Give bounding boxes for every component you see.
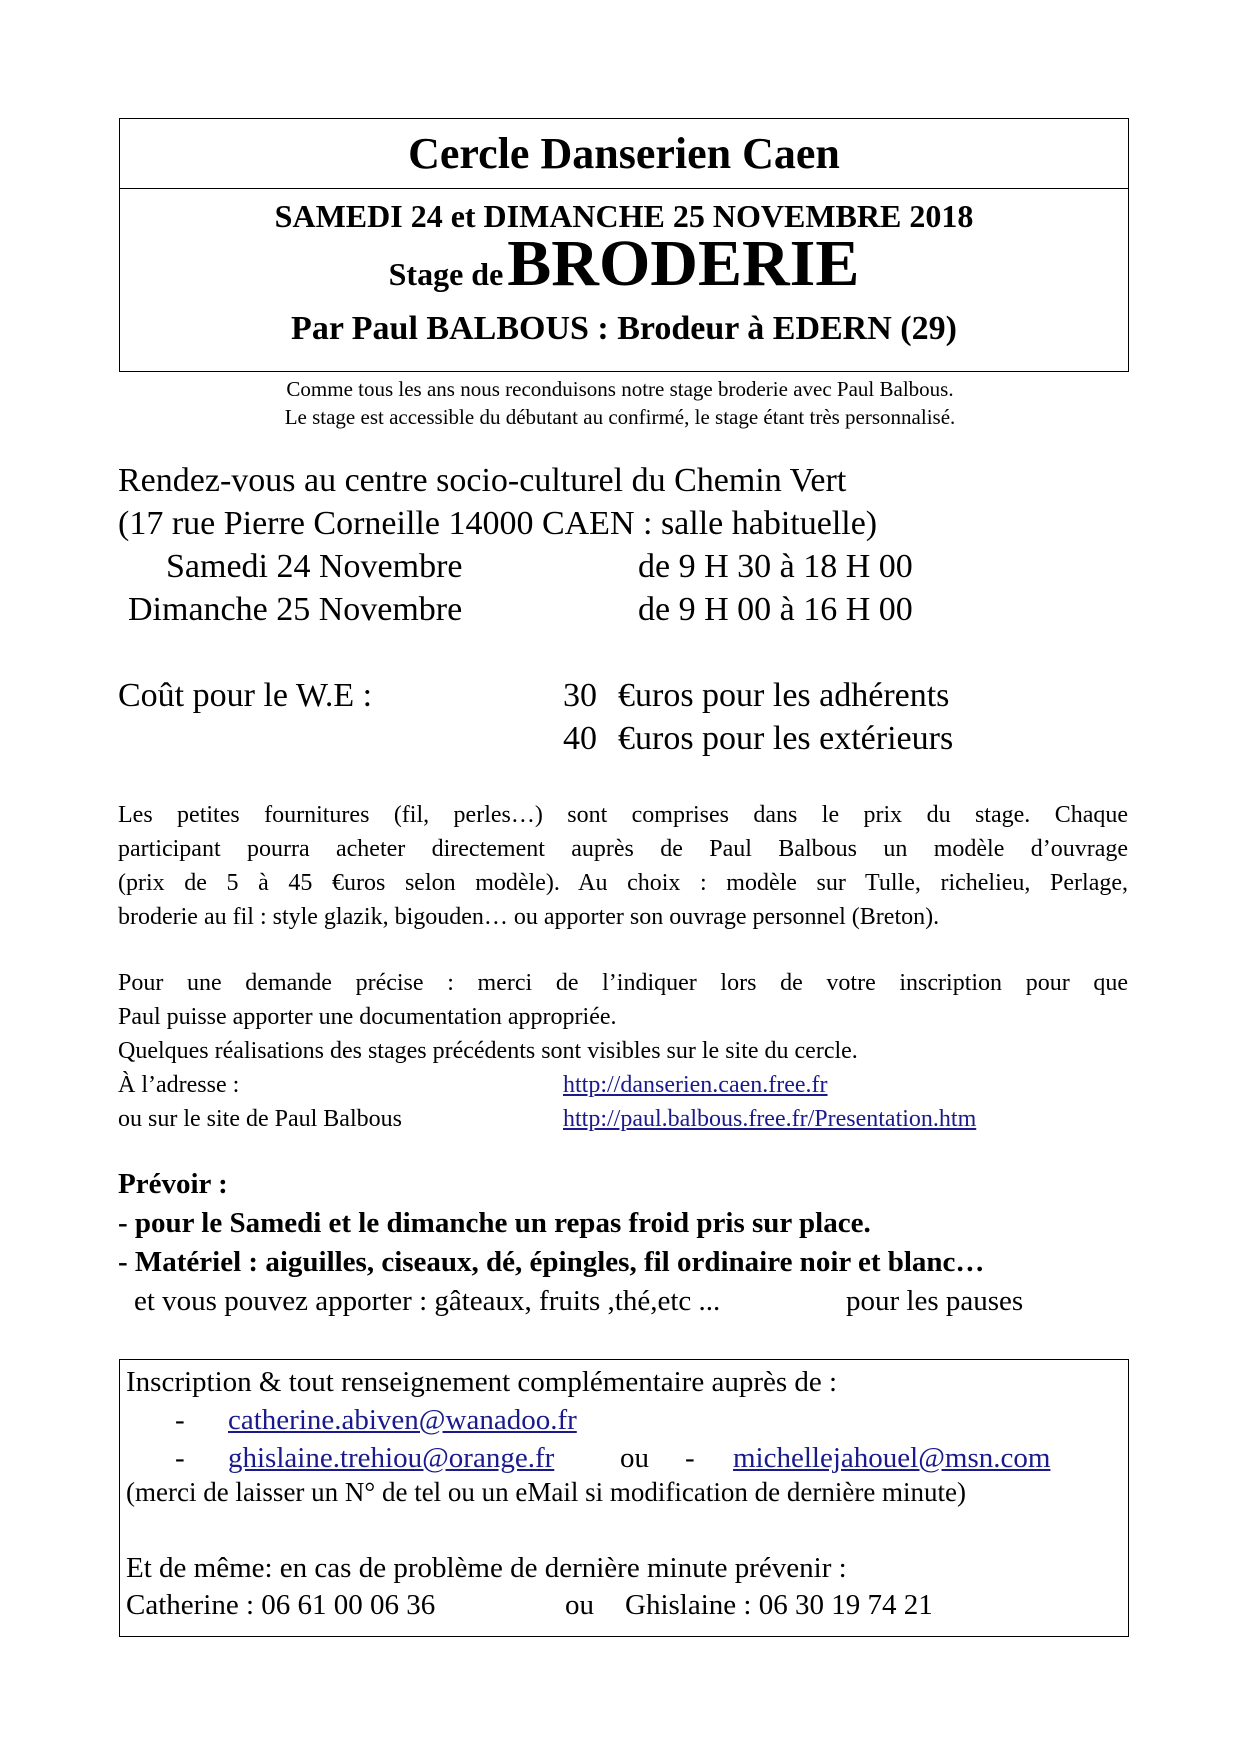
supplies-line-3: (prix de 5 à 45 €uros selon modèle). Au choix : modèle sur Tulle, richelieu, Perlage, (118, 870, 1128, 896)
contact-box (119, 1359, 1129, 1637)
prevoir-snacks-text: et vous pouvez apporter : gâteaux, fruits ,thé,etc ... (134, 1285, 721, 1317)
contact-dash-2: - (175, 1442, 185, 1474)
contact-dash-3: - (685, 1442, 695, 1474)
schedule-hours-2: de 9 H 00 à 16 H 00 (638, 591, 913, 628)
supplies-line-1: Les petites fournitures (fil, perles…) sont comprises dans le prix du stage. Chaque (118, 802, 1128, 828)
prevoir-item-snacks (118, 1282, 1134, 1321)
prevoir-snacks-suffix: pour les pauses (846, 1285, 1024, 1317)
supplies-line-2: participant pourra acheter directement auprès de Paul Balbous un modèle d’ouvrage (118, 836, 1128, 862)
contact-phone-or: ou (565, 1589, 594, 1621)
header-box (119, 118, 1129, 372)
prevoir-item-meal: - pour le Samedi et le dimanche un repas froid pris sur place. (118, 1207, 871, 1239)
supplies-paragraph (118, 798, 1128, 934)
event-dates: SAMEDI 24 et DIMANCHE 25 NOVEMBRE 2018 (274, 198, 974, 234)
schedule-hours-1: de 9 H 30 à 18 H 00 (638, 548, 913, 585)
stage-prefix: Stage de (388, 256, 504, 292)
contact-email-catherine[interactable]: catherine.abiven@wanadoo.fr (228, 1404, 577, 1436)
websites-intro: Quelques réalisations des stages précédents sont visibles sur le site du cercle. (118, 1038, 858, 1064)
instructor-line: Par Paul BALBOUS : Brodeur à EDERN (29) (291, 310, 957, 347)
contact-phone-ghislaine: Ghislaine : 06 30 19 74 21 (625, 1589, 933, 1621)
intro-text (0, 375, 1240, 431)
cost-members-text: €uros pour les adhérents (618, 677, 950, 714)
request-paragraph (118, 966, 1128, 1034)
contact-or-word: ou (620, 1442, 649, 1474)
venue-line-1: Rendez-vous au centre socio-culturel du Chemin Vert (118, 462, 847, 499)
contact-email-michelle[interactable]: michellejahouel@msn.com (733, 1442, 1051, 1474)
cost-label: Coût pour le W.E : (118, 677, 373, 714)
prevoir-section (118, 1165, 1134, 1321)
cost-external-amount: 40 (563, 720, 597, 757)
prevoir-item-material: - Matériel : aiguilles, ciseaux, dé, épingles, fil ordinaire noir et blanc… (118, 1246, 985, 1278)
paul-site-link[interactable]: http://paul.balbous.free.fr/Presentation.htm (563, 1106, 977, 1132)
contact-note: (merci de laisser un N° de tel ou un eMail si modification de dernière minute) (126, 1477, 967, 1507)
stage-title: BRODERIE (507, 227, 860, 300)
club-site-link[interactable]: http://danserien.caen.free.fr (563, 1072, 828, 1098)
paul-site-label: ou sur le site de Paul Balbous (118, 1106, 402, 1132)
venue-address: (17 rue Pierre Corneille 14000 CAEN : salle habituelle) (118, 505, 878, 542)
club-name: Cercle Danserien Caen (408, 129, 840, 178)
cost-external-text: €uros pour les extérieurs (618, 720, 954, 757)
contact-phone-catherine: Catherine : 06 61 00 06 36 (126, 1589, 436, 1621)
schedule-day-2: Dimanche 25 Novembre (128, 591, 463, 628)
prevoir-title: Prévoir : (118, 1168, 228, 1200)
schedule-day-1: Samedi 24 Novembre (166, 548, 463, 585)
stage-title-line (120, 227, 1128, 314)
request-line-1: Pour une demande précise : merci de l’indiquer lors de votre inscription pour que (118, 970, 1128, 996)
request-line-2: Paul puisse apporter une documentation appropriée. (118, 1004, 617, 1030)
contact-title: Inscription & tout renseignement complémentaire auprès de : (126, 1366, 838, 1398)
contact-dash-1: - (175, 1404, 185, 1436)
contact-email-ghislaine[interactable]: ghislaine.trehiou@orange.fr (228, 1442, 555, 1474)
cost-members-amount: 30 (563, 677, 597, 714)
contact-emergency: Et de même: en cas de problème de dernière minute prévenir : (126, 1552, 847, 1584)
intro-line-1: Comme tous les ans nous reconduisons notre stage broderie avec Paul Balbous. (286, 377, 954, 401)
club-site-label: À l’adresse : (118, 1072, 240, 1098)
intro-line-2: Le stage est accessible du débutant au confirmé, le stage étant très personnalisé. (284, 405, 956, 429)
supplies-line-4: broderie au fil : style glazik, bigouden… ou apporter son ouvrage personnel (Breton). (118, 904, 940, 930)
header-divider (120, 188, 1128, 189)
